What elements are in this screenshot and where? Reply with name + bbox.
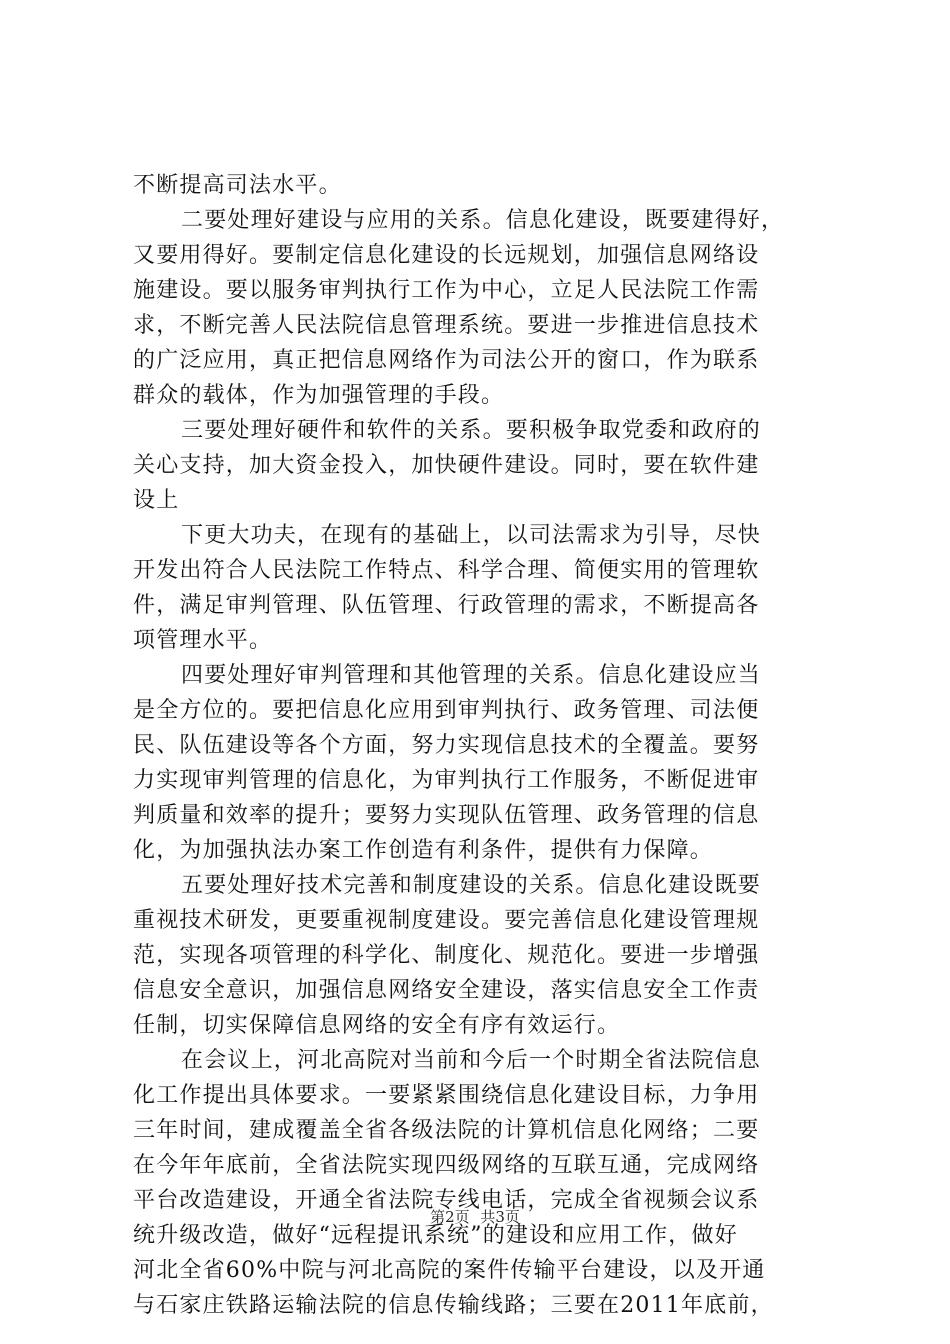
text-line: 不断提高司法水平。 <box>133 173 342 198</box>
text-line: 范，实现各项管理的科学化、制度化、规范化。要进一步增强 <box>133 943 760 968</box>
text-line: 三年时间，建成覆盖全省各级法院的计算机信息化网络；二要 <box>133 1118 760 1143</box>
text-line: 在今年年底前，全省法院实现四级网络的互联互通，完成网络 <box>133 1153 760 1178</box>
text-line: 信息安全意识，加强信息网络安全建设，落实信息安全工作责 <box>133 978 760 1003</box>
text-line: 群众的载体，作为加强管理的手段。 <box>133 383 505 408</box>
text-line: 设上 <box>133 488 180 513</box>
text-line: 施建设。要以服务审判执行工作为中心，立足人民法院工作需 <box>133 278 760 303</box>
total-pages: 共3页 <box>480 1208 520 1226</box>
text-line: 统升级改造，做好“远程提讯系统”的建设和应用工作，做好 <box>133 1223 738 1248</box>
text-line: 求，不断完善人民法院信息管理系统。要进一步推进信息技术 <box>133 313 760 338</box>
text-line: 重视技术研发，更要重视制度建设。要完善信息化建设管理规 <box>133 908 760 933</box>
document-body <box>133 168 823 1323</box>
text-line: 民、队伍建设等各个方面，努力实现信息技术的全覆盖。要努 <box>133 733 760 758</box>
text-line: 在会议上，河北高院对当前和今后一个时期全省法院信息 <box>181 1048 762 1073</box>
text-line: 平台改造建设，开通全省法院专线电话，完成全省视频会议系 <box>133 1188 760 1213</box>
text-line: 二要处理好建设与应用的关系。信息化建设，既要建得好， <box>181 208 785 233</box>
page-number: 第2页 <box>430 1208 470 1226</box>
text-line: 河北全省60%中院与河北高院的案件传输平台建设，以及开通 <box>133 1258 766 1283</box>
text-line: 下更大功夫，在现有的基础上，以司法需求为引导，尽快 <box>181 523 762 548</box>
text-line: 关心支持，加大资金投入，加快硬件建设。同时，要在软件建 <box>133 453 760 478</box>
text-line: 四要处理好审判管理和其他管理的关系。信息化建设应当 <box>181 663 762 688</box>
text-line: 化，为加强执法办案工作创造有利条件，提供有力保障。 <box>133 838 714 863</box>
text-line: 化工作提出具体要求。一要紧紧围绕信息化建设目标，力争用 <box>133 1083 760 1108</box>
text-line: 件，满足审判管理、队伍管理、行政管理的需求，不断提高各 <box>133 593 760 618</box>
text-line: 力实现审判管理的信息化，为审判执行工作服务，不断促进审 <box>133 768 760 793</box>
text-line: 三要处理好硬件和软件的关系。要积极争取党委和政府的 <box>181 418 762 443</box>
text-line: 五要处理好技术完善和制度建设的关系。信息化建设既要 <box>181 873 762 898</box>
text-line: 是全方位的。要把信息化应用到审判执行、政务管理、司法便 <box>133 698 760 723</box>
text-line: 项管理水平。 <box>133 628 273 653</box>
text-line: 与石家庄铁路运输法院的信息传输线路；三要在2011年底前， <box>133 1293 774 1318</box>
page-footer <box>0 1207 950 1227</box>
text-line: 又要用得好。要制定信息化建设的长远规划，加强信息网络设 <box>133 243 760 268</box>
text-line: 判质量和效率的提升；要努力实现队伍管理、政务管理的信息 <box>133 803 760 828</box>
text-line: 任制，切实保障信息网络的安全有序有效运行。 <box>133 1013 621 1038</box>
text-line: 的广泛应用，真正把信息网络作为司法公开的窗口，作为联系 <box>133 348 760 373</box>
text-line: 开发出符合人民法院工作特点、科学合理、简便实用的管理软 <box>133 558 760 583</box>
